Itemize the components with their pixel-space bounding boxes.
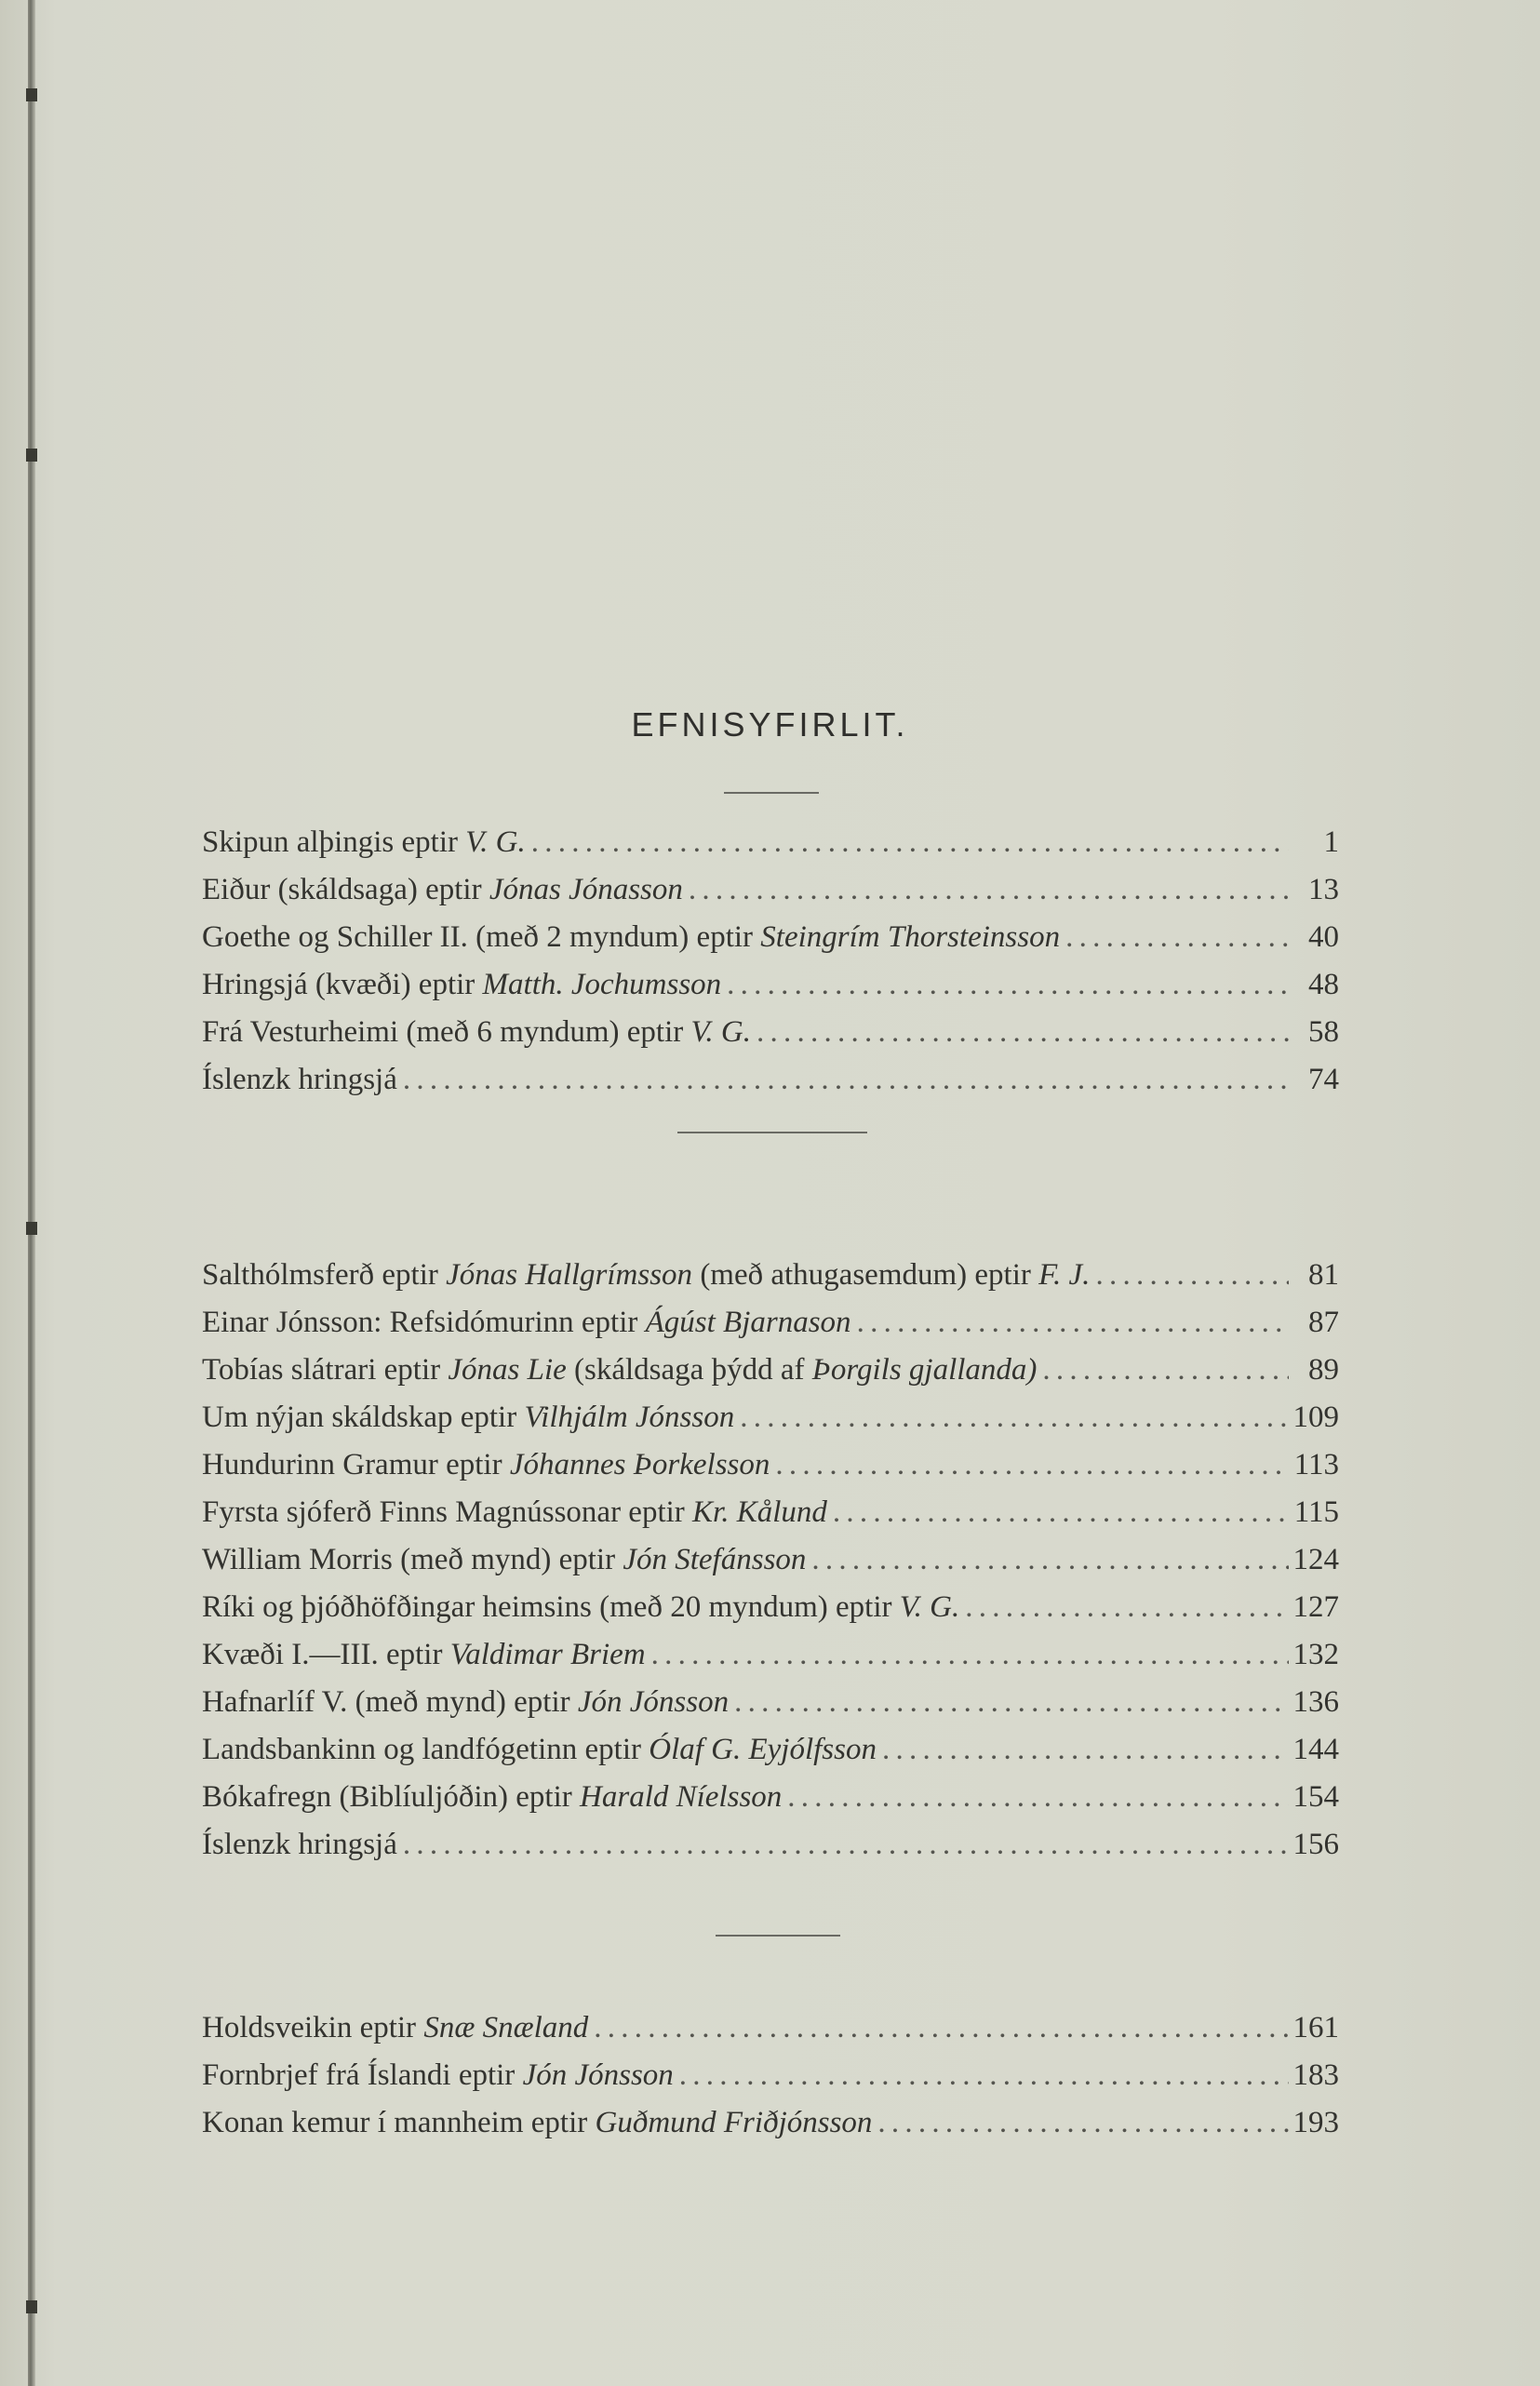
page-title: EFNISYFIRLIT.	[631, 705, 909, 744]
toc-entry-author: Ólaf G. Eyjólfsson	[649, 1733, 877, 1766]
toc-entry-author: Steingrím Thorsteinsson	[760, 920, 1061, 954]
toc-entry-text: William Morris (með mynd) eptir	[202, 1543, 623, 1576]
toc-entry	[202, 914, 1339, 961]
dot-leader	[959, 1584, 1289, 1631]
toc-entry-title	[202, 819, 526, 866]
toc-page-number: 113	[1293, 1448, 1339, 1481]
toc-section-3	[202, 2004, 1339, 2147]
toc-entry-author: Jón Jónsson	[522, 2058, 674, 2092]
dot-leader	[1037, 1347, 1289, 1394]
toc-entry-text: (skáldsaga þýdd af	[566, 1353, 812, 1387]
toc-entry-title	[202, 914, 1060, 961]
toc-entry-title	[202, 1299, 851, 1347]
toc-entry-author: Jóhannes Þorkelsson	[509, 1448, 770, 1481]
dot-leader	[646, 1631, 1289, 1679]
toc-entry	[202, 2052, 1339, 2099]
toc-page-number: 1	[1323, 825, 1339, 859]
toc-entry	[202, 1347, 1339, 1394]
toc-entry-author: Kr. Kålund	[692, 1495, 827, 1529]
toc-entry-text: Ríki og þjóðhöfðingar heimsins (með 20 myndum) eptir	[202, 1590, 900, 1624]
dot-leader	[827, 1489, 1289, 1536]
toc-page-number: 132	[1292, 1638, 1339, 1671]
toc-entry-author: Jónas Hallgrímsson	[446, 1258, 693, 1292]
dot-leader	[683, 866, 1289, 914]
toc-entry-author: Snæ Snæland	[423, 2011, 589, 2044]
toc-page-number: 13	[1308, 873, 1339, 906]
binding-mark	[26, 88, 37, 101]
dot-leader	[751, 1009, 1289, 1056]
toc-page-number: 48	[1308, 968, 1339, 1001]
toc-entry	[202, 1056, 1339, 1104]
toc-entry-author: Vilhjálm Jónsson	[524, 1401, 735, 1434]
dot-leader	[397, 1821, 1289, 1869]
toc-entry-text: Hafnarlíf V. (með mynd) eptir	[202, 1685, 578, 1719]
toc-section-2	[202, 1252, 1339, 1869]
toc-entry-text: Eiður (skáldsaga) eptir	[202, 873, 489, 906]
toc-entry-text: Salthólmsferð eptir	[202, 1258, 447, 1292]
toc-entry-author: Guðmund Friðjónsson	[595, 2106, 873, 2139]
toc-entry	[202, 1726, 1339, 1774]
toc-entry	[202, 1584, 1339, 1631]
toc-entry	[202, 1631, 1339, 1679]
dot-leader	[770, 1441, 1289, 1489]
dot-leader	[674, 2052, 1289, 2099]
toc-entry	[202, 1489, 1339, 1536]
dot-leader	[721, 961, 1289, 1009]
toc-entry-text: Holdsveikin eptir	[202, 2011, 424, 2044]
toc-entry-title	[202, 1489, 827, 1536]
toc-page-number: 154	[1292, 1780, 1339, 1814]
toc-entry-author: V. G.	[690, 1015, 751, 1049]
toc-entry	[202, 1299, 1339, 1347]
toc-entry-title	[202, 1726, 877, 1774]
toc-entry-title	[202, 1252, 1090, 1299]
toc-page-number: 161	[1292, 2011, 1339, 2044]
dot-leader	[397, 1056, 1289, 1104]
toc-entry	[202, 961, 1339, 1009]
toc-entry-text: Bókafregn (Biblíuljóðin) eptir	[202, 1780, 581, 1814]
toc-entry-text: Tobías slátrari eptir	[202, 1353, 449, 1387]
dot-leader	[782, 1774, 1289, 1821]
toc-entry-text: Kvæði I.—III. eptir	[202, 1638, 450, 1671]
toc-page-number: 87	[1308, 1306, 1339, 1339]
toc-entry	[202, 1679, 1339, 1726]
toc-section-1	[202, 819, 1339, 1104]
toc-entry	[202, 2099, 1339, 2147]
toc-entry	[202, 1394, 1339, 1441]
toc-entry-title	[202, 1584, 959, 1631]
section-divider	[716, 1935, 840, 1937]
toc-entry-text: Fornbrjef frá Íslandi eptir	[202, 2058, 523, 2092]
toc-entry	[202, 1252, 1339, 1299]
toc-entry-text: Um nýjan skáldskap eptir	[202, 1401, 525, 1434]
toc-page-number: 115	[1293, 1495, 1339, 1529]
toc-entry-title	[202, 1679, 729, 1726]
toc-entry-text: Íslenzk hringsjá	[202, 1828, 397, 1861]
toc-entry-title	[202, 2052, 674, 2099]
dot-leader	[1090, 1252, 1289, 1299]
toc-entry-author: Þorgils gjallanda)	[811, 1353, 1038, 1387]
toc-entry-title	[202, 1774, 782, 1821]
toc-entry-text: Fyrsta sjóferð Finns Magnússonar eptir	[202, 1495, 693, 1529]
toc-entry-title	[202, 961, 721, 1009]
toc-page-number: 58	[1308, 1015, 1339, 1049]
toc-entry-title	[202, 1441, 770, 1489]
toc-entry-text: Skipun alþingis eptir	[202, 825, 466, 859]
dot-leader	[729, 1679, 1289, 1726]
toc-page-number: 89	[1308, 1353, 1339, 1387]
toc-entry-author: Jónas Jónasson	[489, 873, 683, 906]
toc-entry-author: V. G.	[465, 825, 526, 859]
toc-entry-author: Jónas Lie	[448, 1353, 567, 1387]
toc-page-number: 124	[1292, 1543, 1339, 1576]
toc-entry-text: Landsbankinn og landfógetinn eptir	[202, 1733, 649, 1766]
dot-leader	[877, 1726, 1289, 1774]
toc-page-number: 127	[1292, 1590, 1339, 1624]
toc-entry-title	[202, 2099, 872, 2147]
toc-entry	[202, 1821, 1339, 1869]
toc-entry-author: Matth. Jochumsson	[482, 968, 722, 1001]
toc-entry-title	[202, 866, 683, 914]
toc-entry-title	[202, 1056, 397, 1104]
toc-entry-text: (með athugasemdum) eptir	[692, 1258, 1039, 1292]
toc-entry-author: Jón Stefánsson	[623, 1543, 807, 1576]
toc-entry	[202, 2004, 1339, 2052]
toc-entry-title	[202, 2004, 588, 2052]
dot-leader	[851, 1299, 1289, 1347]
toc-page-number: 40	[1308, 920, 1339, 954]
dot-leader	[588, 2004, 1289, 2052]
toc-page-number: 144	[1292, 1733, 1339, 1766]
dot-leader	[806, 1536, 1289, 1584]
toc-page-number: 109	[1292, 1401, 1339, 1434]
toc-entry-title	[202, 1394, 734, 1441]
toc-entry-title	[202, 1536, 806, 1584]
toc-entry-title	[202, 1631, 646, 1679]
section-divider	[677, 1132, 867, 1133]
toc-entry-text: Frá Vesturheimi (með 6 myndum) eptir	[202, 1015, 691, 1049]
dot-leader	[526, 819, 1289, 866]
toc-entry-author: F. J.	[1038, 1258, 1091, 1292]
toc-page-number: 81	[1308, 1258, 1339, 1292]
toc-entry-author: Ágúst Bjarnason	[645, 1306, 851, 1339]
toc-entry-text: Goethe og Schiller II. (með 2 myndum) eptir	[202, 920, 761, 954]
toc-entry	[202, 1536, 1339, 1584]
toc-entry-text: Hundurinn Gramur eptir	[202, 1448, 510, 1481]
dot-leader	[734, 1394, 1289, 1441]
toc-entry-title	[202, 1347, 1037, 1394]
page-binding-edge	[28, 0, 35, 2386]
toc-entry-text: Konan kemur í mannheim eptir	[202, 2106, 596, 2139]
toc-entry-author: Jón Jónsson	[577, 1685, 730, 1719]
toc-entry-author: Harald Níelsson	[580, 1780, 783, 1814]
binding-mark	[26, 449, 37, 462]
toc-entry	[202, 1441, 1339, 1489]
binding-mark	[26, 2300, 37, 2313]
title-divider	[724, 792, 819, 794]
toc-page-number: 74	[1308, 1063, 1339, 1096]
toc-entry	[202, 1774, 1339, 1821]
toc-page-number: 136	[1292, 1685, 1339, 1719]
binding-mark	[26, 1222, 37, 1235]
dot-leader	[1060, 914, 1289, 961]
toc-page-number: 183	[1292, 2058, 1339, 2092]
toc-entry-text: Einar Jónsson: Refsidómurinn eptir	[202, 1306, 646, 1339]
toc-page-number: 193	[1292, 2106, 1339, 2139]
toc-page-number: 156	[1292, 1828, 1339, 1861]
toc-entry	[202, 1009, 1339, 1056]
toc-entry-text: Hringsjá (kvæði) eptir	[202, 968, 483, 1001]
toc-entry-text: Íslenzk hringsjá	[202, 1063, 397, 1096]
toc-entry	[202, 866, 1339, 914]
toc-entry	[202, 819, 1339, 866]
dot-leader	[872, 2099, 1289, 2147]
toc-entry-author: Valdimar Briem	[449, 1638, 646, 1671]
toc-entry-title	[202, 1009, 751, 1056]
toc-entry-title	[202, 1821, 397, 1869]
toc-entry-author: V. G.	[899, 1590, 960, 1624]
